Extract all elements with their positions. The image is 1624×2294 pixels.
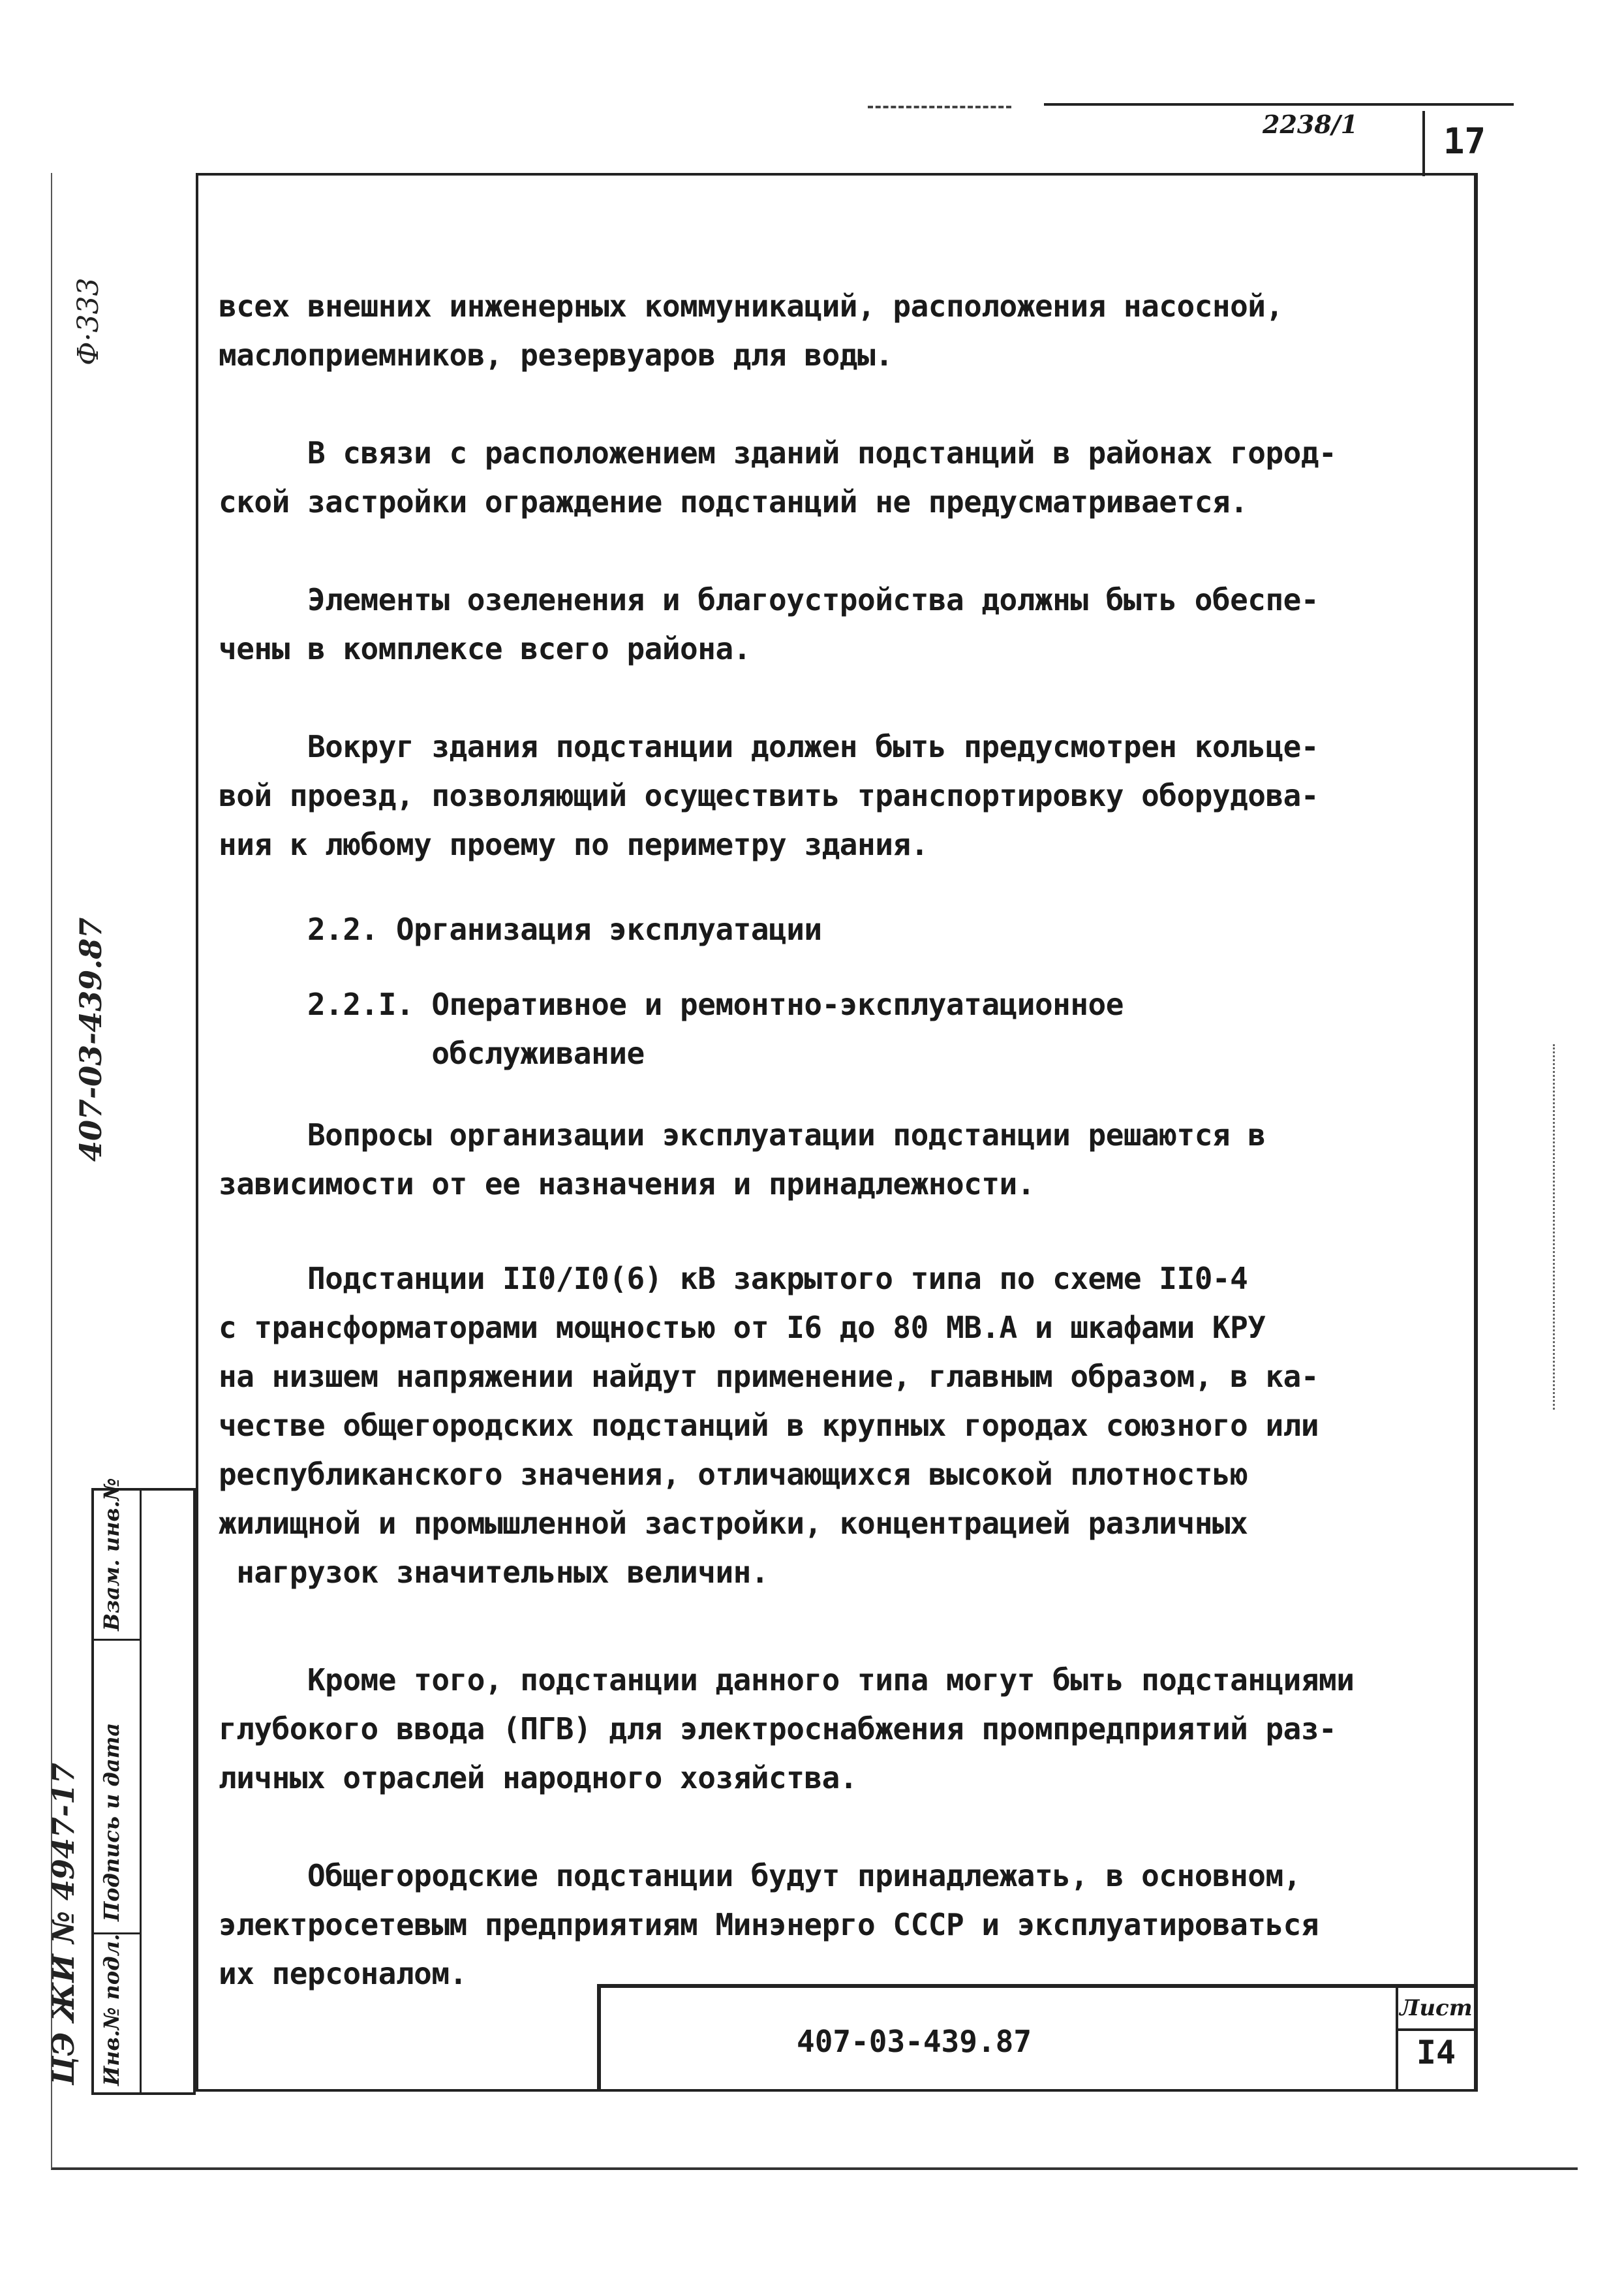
stamp-cell-signature: [94, 1641, 140, 1934]
paragraph: [219, 576, 1432, 674]
text-line: Элементы озеленения и благоустройства должны быть обеспе-: [219, 582, 1319, 617]
text-line: Подстанции II0/I0(6) кВ закрытого типа по схеме II0-4: [219, 1261, 1248, 1296]
text-line: вой проезд, позволяющий осуществить транспортировку оборудова-: [219, 778, 1319, 813]
text-line: Общегородские подстанции будут принадлежать, в основном,: [219, 1858, 1301, 1893]
margin-project-code: 407-03-439.87: [73, 917, 108, 1162]
stamp-label-replaces: Взам. инв.№: [99, 1478, 124, 1631]
approval-stamp: [91, 1478, 196, 2095]
stamp-cell-replaces: [94, 1478, 140, 1641]
text-line: Вопросы организации эксплуатации подстанции решаются в: [219, 1117, 1266, 1153]
section-heading: [219, 905, 1432, 954]
sheet-number: I4: [1416, 2034, 1456, 2071]
document-body: [219, 282, 1432, 1998]
heading-line: обслуживание: [219, 1036, 645, 1071]
margin-archive-stamp: ЦЭ ЖИ № 4947-17: [46, 1762, 81, 2085]
stamp-label-inv: Инв.№ подл.: [99, 1933, 124, 2086]
text-line: нагрузок значительных величин.: [219, 1555, 769, 1590]
paragraph: [219, 1254, 1432, 1597]
paragraph: [219, 722, 1432, 869]
margin-mark-top: Ф·333: [72, 277, 105, 365]
text-line: В связи с расположением зданий подстанций в районах город-: [219, 435, 1337, 471]
paragraph: [219, 1852, 1432, 1998]
paragraph: [219, 1656, 1432, 1803]
title-block: [597, 1984, 1478, 2092]
heading-line: 2.2. Организация эксплуатации: [219, 912, 822, 947]
archive-number: 2238/1: [1263, 110, 1358, 139]
text-line: всех внешних инженерных коммуникаций, расположения насосной,: [219, 288, 1283, 324]
top-dashed-rule: [868, 106, 1011, 108]
top-rule: [1044, 103, 1514, 106]
margin-dotted-line: [1553, 1044, 1555, 1410]
text-line: личных отраслей народного хозяйства.: [219, 1760, 857, 1795]
text-line: Вокруг здания подстанции должен быть предусмотрен кольце-: [219, 729, 1319, 764]
stamp-label-column: [94, 1478, 142, 2092]
page-number: 17: [1422, 111, 1507, 176]
text-line: зависимости от ее назначения и принадлежности.: [219, 1166, 1035, 1201]
heading-line: 2.2.I. Оперативное и ремонтно-эксплуатационное: [219, 987, 1124, 1022]
text-line: маслоприемников, резервуаров для воды.: [219, 337, 893, 373]
text-line: ской застройки ограждение подстанций не предусматривается.: [219, 484, 1248, 519]
document-code: 407-03-439.87: [797, 2024, 1032, 2059]
subsection-heading: [219, 980, 1432, 1078]
paragraph: [219, 1111, 1432, 1209]
sheet-label: Лист: [1398, 1988, 1474, 2031]
text-line: на низшем напряжении найдут применение, главным образом, в ка-: [219, 1359, 1319, 1394]
text-line: чены в комплексе всего района.: [219, 631, 751, 666]
text-line: их персоналом.: [219, 1956, 467, 1991]
text-line: ния к любому проему по периметру здания.: [219, 827, 928, 862]
paragraph: [219, 429, 1432, 527]
text-line: республиканского значения, отличающихся высокой плотностью: [219, 1457, 1248, 1492]
text-line: честве общегородских подстанций в крупных городах союзного или: [219, 1408, 1319, 1443]
stamp-label-signature: Подпись и дата: [99, 1722, 124, 1921]
text-line: с трансформаторами мощностью от I6 до 80 МВ.А и шкафами КРУ: [219, 1310, 1266, 1345]
text-line: Кроме того, подстанции данного типа могут быть подстанциями: [219, 1662, 1355, 1697]
text-line: электросетевым предприятиям Минэнерго СССР и эксплуатироваться: [219, 1907, 1319, 1942]
text-line: жилищной и промышленной застройки, концентрацией различных: [219, 1506, 1248, 1541]
text-line: глубокого ввода (ПГВ) для электроснабжения промпредприятий раз-: [219, 1711, 1337, 1746]
sheet-cell: [1396, 1988, 1474, 2092]
paragraph: [219, 282, 1432, 380]
stamp-cell-inv: [94, 1934, 140, 2095]
